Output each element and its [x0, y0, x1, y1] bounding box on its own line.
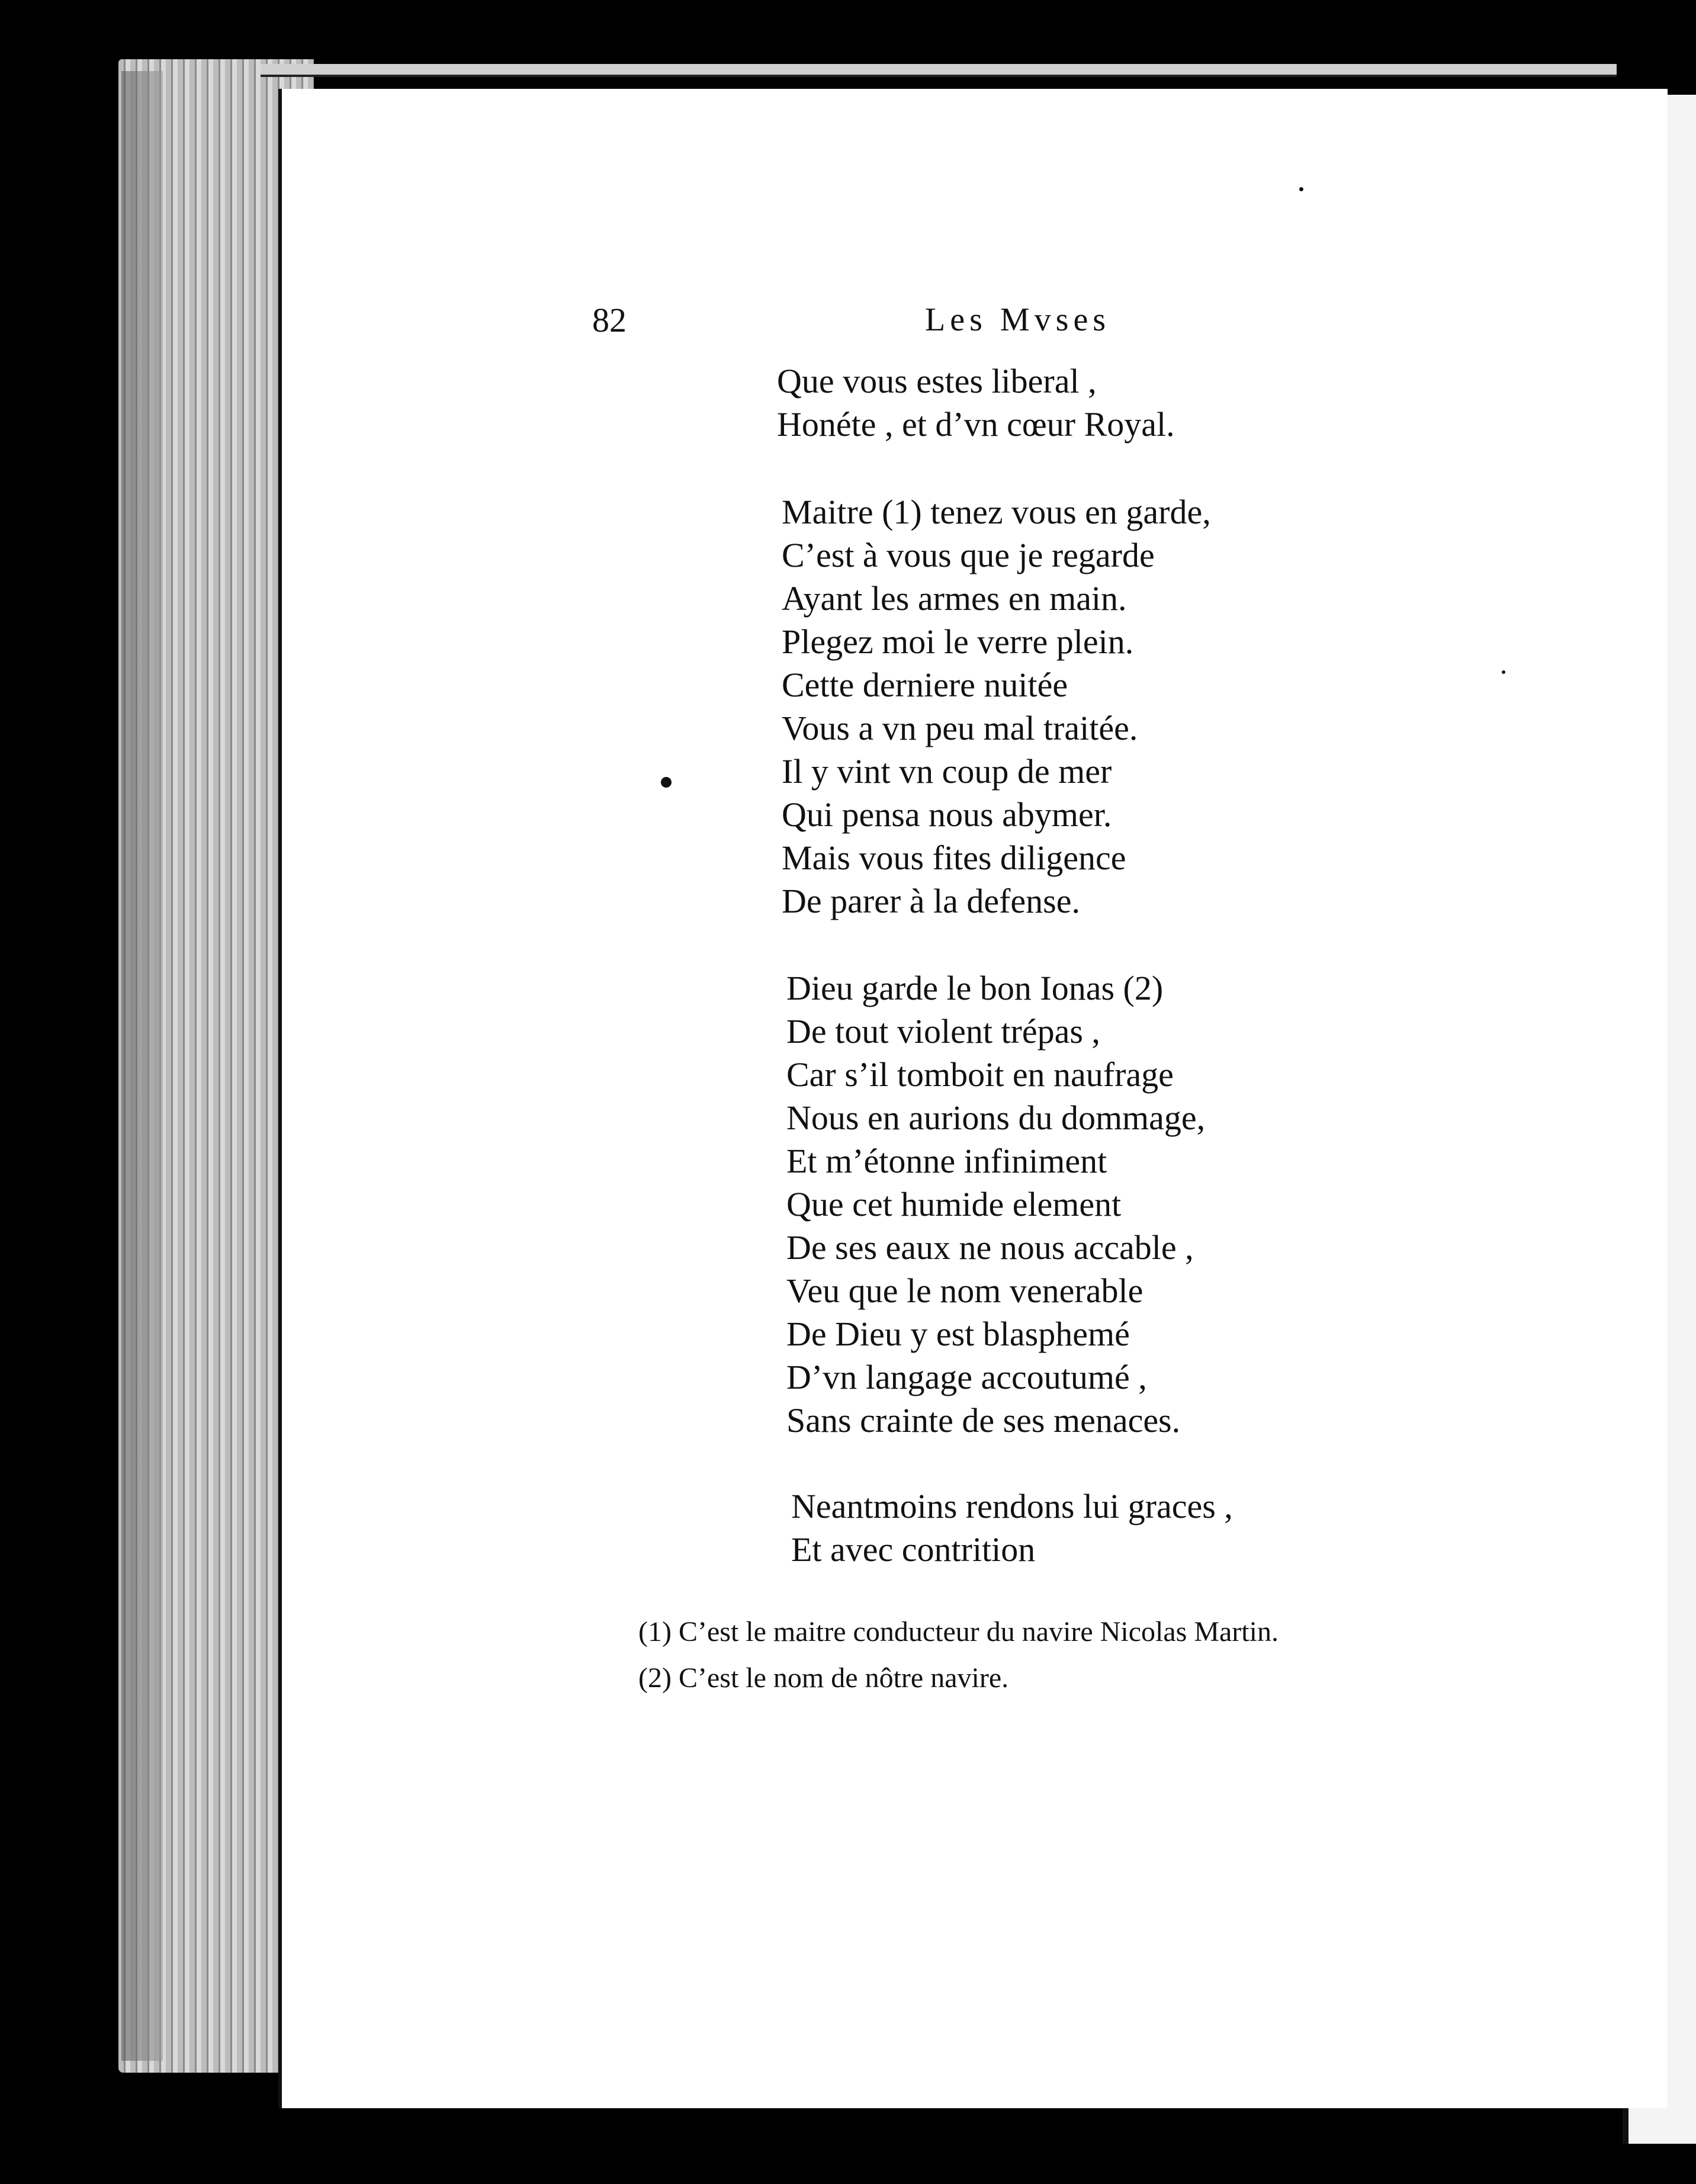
- page-top-edge: [261, 64, 1617, 77]
- verse-line: De ses eaux ne nous accable ,: [786, 1228, 1194, 1267]
- verse-line: Veu que le nom venerable: [786, 1271, 1143, 1310]
- running-title: Les Mvses: [925, 301, 1111, 338]
- verse-line: Sans crainte de ses menaces.: [786, 1401, 1181, 1440]
- verse-line: Que vous estes liberal ,: [777, 362, 1097, 400]
- verse-line: Que cet humide element: [786, 1185, 1122, 1223]
- footnote: (2) C’est le nom de nôtre navire.: [638, 1662, 1009, 1694]
- verse-line: Il y vint vn coup de mer: [782, 752, 1112, 791]
- verse-line: Mais vous fites diligence: [782, 839, 1126, 877]
- verse-line: Ayant les armes en main.: [782, 579, 1127, 618]
- verse-line: Maitre (1) tenez vous en garde,: [782, 493, 1211, 531]
- page-number: 82: [592, 301, 627, 339]
- verse-line: Dieu garde le bon Ionas (2): [786, 969, 1164, 1007]
- verse-line: De parer à la defense.: [782, 882, 1080, 920]
- verse-line: Neantmoins rendons lui graces ,: [791, 1487, 1233, 1525]
- verse-line: Vous a vn peu mal traitée.: [782, 709, 1138, 747]
- verse-line: Nous en aurions du dommage,: [786, 1099, 1206, 1137]
- verse-line: De tout violent trépas ,: [786, 1012, 1100, 1051]
- verse-line: Et avec contrition: [791, 1530, 1036, 1569]
- verse-line: D’vn langage accoutumé ,: [786, 1358, 1147, 1396]
- verse-line: Cette derniere nuitée: [782, 666, 1068, 704]
- verse-line: Car s’il tomboit en naufrage: [786, 1055, 1174, 1094]
- verse-line: Et m’étonne infiniment: [786, 1142, 1107, 1180]
- verse-line: C’est à vous que je regarde: [782, 536, 1155, 574]
- verse-line: Qui pensa nous abymer.: [782, 795, 1112, 834]
- ink-speck: [1502, 670, 1505, 674]
- ink-speck: [1299, 187, 1303, 191]
- page-edges-shadow: [121, 71, 163, 2061]
- verse-line: Plegez moi le verre plein.: [782, 622, 1134, 661]
- footnote: (1) C’est le maitre conducteur du navire Nicolas Martin.: [638, 1616, 1279, 1647]
- ink-speck: [661, 777, 672, 788]
- verse-line: De Dieu y est blasphemé: [786, 1315, 1130, 1353]
- verse-line: Honéte , et d’vn cœur Royal.: [777, 405, 1175, 444]
